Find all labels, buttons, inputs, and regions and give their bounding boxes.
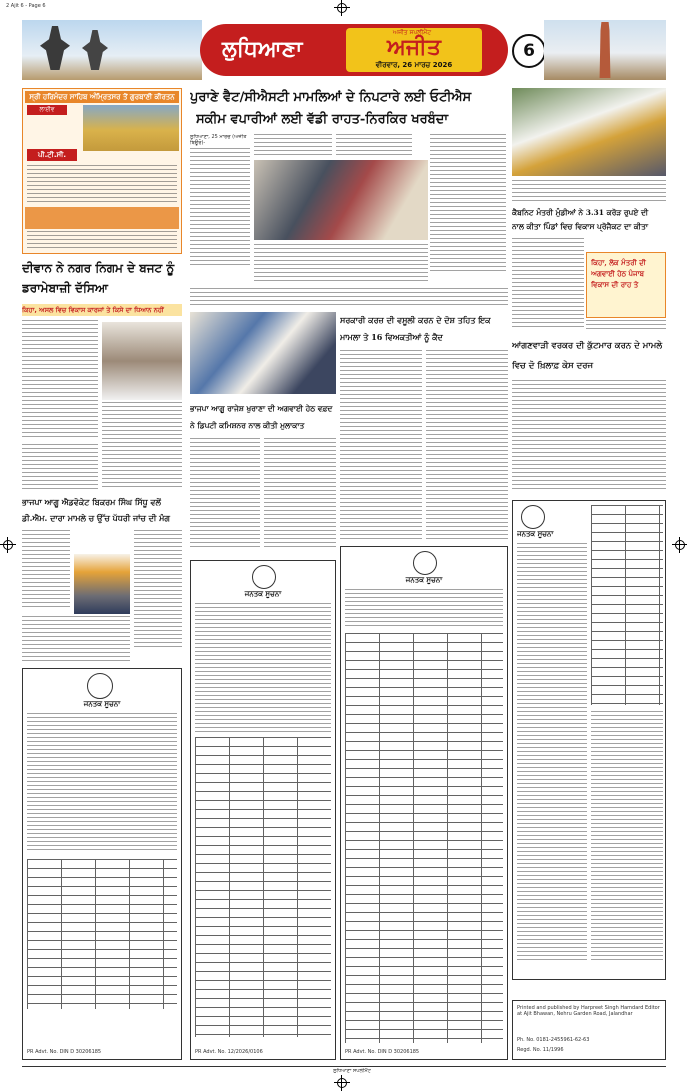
print-info: 2 Ajit 6 - Page 6 bbox=[6, 3, 46, 9]
registration-mark-icon bbox=[3, 540, 13, 550]
right-story-caption: ਕੈਬਨਿਟ ਮੰਤਰੀ ਮੁੰਡੀਆਂ ਨੇ 3.31 ਕਰੋੜ ਰੁਪਏ ਦੀ bbox=[512, 208, 649, 217]
top-story-dateline: ਲੁਧਿਆਣਾ, 25 ਮਾਰਚ (ਅਜੀਤ ਬਿਊਰੋ)- bbox=[190, 134, 247, 146]
notice-mid-text bbox=[195, 603, 331, 733]
registration-mark-icon bbox=[337, 1078, 347, 1088]
left-ad-strip bbox=[25, 207, 179, 229]
top-story-column bbox=[254, 244, 428, 284]
imprint-phone: Ph. No. 0181-2455961-62-63 bbox=[517, 1037, 590, 1043]
masthead-city: ਲੁਧਿਆਣਾ bbox=[222, 36, 303, 62]
notice-center-pr: PR Advt. No. DIN D 30206185 bbox=[345, 1049, 420, 1055]
left-story-subhead: ਕਿਹਾ, ਅਸਲ ਵਿਚ ਵਿਕਾਸ ਕਾਰਜਾਂ ਤੇ ਕਿਸੇ ਦਾ ਧਿਆਨ ਨਹੀਂ bbox=[22, 304, 182, 316]
notice-left-title: ਜਨਤਕ ਸੂਚਨਾ bbox=[83, 699, 121, 708]
notice-center-title: ਜਨਤਕ ਸੂਚਨਾ bbox=[405, 575, 443, 584]
notice-center-text bbox=[345, 589, 503, 629]
notice-mid bbox=[190, 560, 336, 1060]
left-story-2-column bbox=[22, 530, 70, 610]
left-ad-channel: ਲਾਈਵ bbox=[27, 105, 67, 115]
left-story-column bbox=[22, 444, 98, 490]
masthead-small-label: ਅਜੀਤ ਸਪਲੀਮੈਂਟ bbox=[392, 29, 432, 36]
notice-right-title: ਜਨਤਕ ਸੂਚਨਾ bbox=[517, 529, 554, 538]
notice-left-pr: PR Advt. No. DIN D 30206185 bbox=[27, 1049, 102, 1055]
mid-story-column bbox=[190, 438, 260, 548]
left-ad-tag: ਪੀ.ਟੀ.ਸੀ. bbox=[27, 149, 77, 161]
notice-left-text bbox=[27, 713, 177, 853]
notice-left-table bbox=[27, 859, 177, 1009]
notice-center bbox=[340, 546, 508, 1060]
imprint-box bbox=[512, 1000, 666, 1060]
right-top-photo bbox=[512, 88, 666, 176]
emblem-icon bbox=[252, 565, 276, 589]
imprint-regd: Regd. No. 11/1996 bbox=[517, 1047, 564, 1053]
center-story-headline: ਸਰਕਾਰੀ ਕਰਜ਼ ਦੀ ਵਸੂਲੀ ਕਰਨ ਦੇ ਦੋਸ਼ ਤਹਿਤ ਇਕ ਮਾਮਲਾ ਤੇ 16 ਵਿਅਕਤੀਆਂ ਨੂੰ ਕੈਦ bbox=[340, 315, 491, 342]
top-story-column bbox=[336, 134, 412, 158]
imprint-text: Printed and published by Harpreet Singh Hamdard Editor at Ajit Bhawan, Nehru Garden Road, Jalandhar bbox=[517, 1005, 660, 1017]
top-story-headline-1: ਪੁਰਾਣੇ ਵੈਟ/ਸੀਐਸਟੀ ਮਾਮਲਿਆਂ ਦੇ ਨਿਪਟਾਰੇ ਲਈ ਓਟੀਐਸ bbox=[190, 90, 472, 105]
left-ad-title: ਸ੍ਰੀ ਹਰਿਮੰਦਰ ਸਾਹਿਬ ਅੰਮ੍ਰਿਤਸਰ ਤੋਂ ਗੁਰਬਾਣੀ ਕੀਰਤਨ bbox=[25, 91, 179, 103]
left-story-column bbox=[102, 402, 182, 490]
notice-mid-table bbox=[195, 737, 331, 1037]
center-story-column bbox=[426, 350, 508, 540]
center-story-column bbox=[340, 350, 422, 540]
registration-mark-icon bbox=[337, 3, 347, 13]
left-story-portrait bbox=[102, 322, 182, 400]
mid-story-headline: ਭਾਜਪਾ ਆਗੂ ਰਾਜੇਸ਼ ਖੁਰਾਣਾ ਦੀ ਅਗਵਾਈ ਹੇਠ ਵਫ਼ਦ ਨੇ ਡਿਪਟੀ ਕਮਿਸ਼ਨਰ ਨਾਲ ਕੀਤੀ ਮੁਲਾਕਾਤ bbox=[190, 404, 333, 430]
mid-photo bbox=[190, 312, 336, 394]
top-story-headline-2: ਸਕੀਮ ਵਪਾਰੀਆਂ ਲਈ ਵੱਡੀ ਰਾਹਤ-ਨਿਰਕਿਰ ਖਰਬੰਦਾ bbox=[196, 112, 449, 127]
left-ad-text bbox=[27, 165, 177, 205]
right-story-column bbox=[586, 320, 666, 330]
left-ad-text bbox=[27, 231, 177, 251]
notice-center-table bbox=[345, 633, 503, 1043]
mid-story-text bbox=[190, 288, 508, 308]
emblem-icon bbox=[87, 673, 113, 699]
emblem-icon bbox=[521, 505, 545, 529]
emblem-icon bbox=[413, 551, 437, 575]
left-story-column bbox=[22, 320, 98, 440]
footer-strip-label: ਲੁਧਿਆਣਾ ਸਪਲੀਮੈਂਟ bbox=[333, 1068, 371, 1074]
registration-mark-icon bbox=[675, 540, 685, 550]
notice-right-text bbox=[517, 543, 587, 963]
masthead-date: ਵੀਰਵਾਰ, 26 ਮਾਰਚ 2026 bbox=[375, 61, 453, 69]
footer-strip bbox=[22, 1066, 666, 1075]
quote-box-text: ਕਿਹਾ, ਲੋਕ ਮੰਤਰੀ ਦੀ ਅਗਵਾਈ ਹੇਠ ਪੰਜਾਬ ਵਿਕਾਸ ਦੀ ਰਾਹ ਤੇ bbox=[591, 258, 646, 289]
page-number: 6 bbox=[512, 34, 546, 68]
left-ad bbox=[22, 88, 182, 254]
right-story-text bbox=[512, 180, 666, 202]
notice-right-table bbox=[591, 505, 663, 705]
top-story-column bbox=[190, 148, 250, 266]
left-story-headline: ਦੀਵਾਨ ਨੇ ਨਗਰ ਨਿਗਮ ਦੇ ਬਜਟ ਨੂੰ ਡਰਾਮੇਬਾਜ਼ੀ ਦੱਸਿਆ bbox=[22, 261, 175, 295]
right-story-column bbox=[512, 238, 584, 328]
left-story-2-column bbox=[134, 530, 182, 650]
right-story-caption-2: ਨਾਲ ਕੀਤਾ ਪਿੰਡਾਂ ਵਿਚ ਵਿਕਾਸ ਪ੍ਰੋਜੈਕਟ ਦਾ ਕੀਤਾ bbox=[512, 222, 649, 231]
left-story-2-headline: ਭਾਜਪਾ ਆਗੂ ਐਡਵੋਕੇਟ ਬਿਕਰਮ ਸਿੰਘ ਸਿੱਧੂ ਵਲੋਂ ਡੀ.ਐਮ. ਦਾਰਾ ਮਾਮਲੇ ਚ ਉੱਚ ਪੱਧਰੀ ਜਾਂਚ ਦੀ ਮੰਗ bbox=[22, 497, 170, 523]
mid-story-column bbox=[264, 438, 336, 548]
top-story-column bbox=[254, 134, 332, 158]
left-story-2-portrait bbox=[74, 554, 130, 614]
masthead-paper-name: ਅਜੀਤ bbox=[387, 34, 441, 60]
quote-box bbox=[586, 252, 666, 318]
notice-right-text bbox=[591, 711, 663, 963]
golden-temple-photo bbox=[83, 105, 179, 151]
masthead bbox=[22, 20, 666, 80]
left-story-2-column bbox=[22, 616, 130, 662]
notice-right bbox=[512, 500, 666, 980]
notice-mid-pr: PR Advt. No. 12/2026/0106 bbox=[195, 1049, 263, 1055]
right-story-2-column bbox=[512, 380, 666, 492]
mid-story-small-text bbox=[190, 288, 508, 308]
right-story-2-headline: ਆਂਗਣਵਾੜੀ ਵਰਕਰ ਦੀ ਕੁੱਟਮਾਰ ਕਰਨ ਦੇ ਮਾਮਲੇ ਵਿਚ ਦੋ ਖ਼ਿਲਾਫ਼ ਕੇਸ ਦਰਜ bbox=[512, 341, 663, 371]
top-story-photo bbox=[254, 160, 428, 240]
top-story-column bbox=[430, 134, 506, 272]
notice-mid-title: ਜਨਤਕ ਸੂਚਨਾ bbox=[244, 589, 282, 598]
notice-left bbox=[22, 668, 182, 1060]
